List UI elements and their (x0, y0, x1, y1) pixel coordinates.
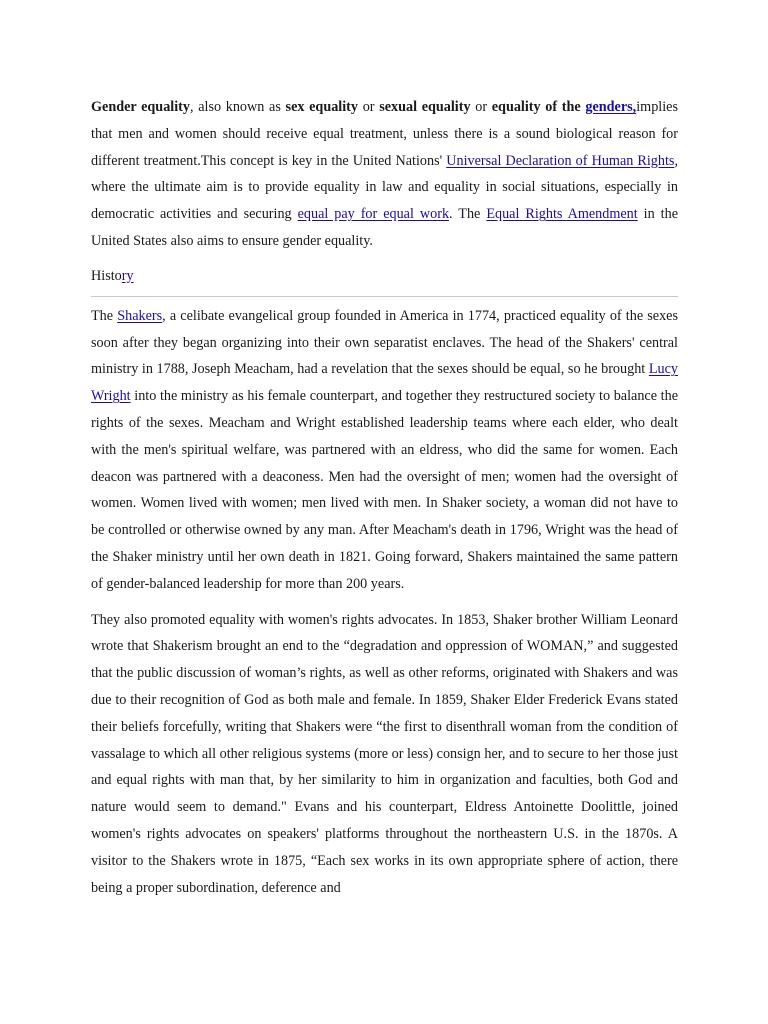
text-run: , also known as (190, 99, 286, 115)
section-heading-history (91, 263, 678, 290)
shakers-paragraph (91, 303, 678, 598)
article-body (91, 94, 678, 901)
link-equal-pay[interactable]: equal pay for equal work (297, 206, 450, 223)
text-run: implies that men and women should receive equal treatment, unless there is a sound biological reason for different treatment.This concept is key in the United Nations' (91, 99, 678, 169)
link-lucy-wright[interactable]: Lucy Wright (91, 361, 678, 405)
heading-text: Histo (91, 267, 122, 284)
link-equal-rights-amendment[interactable]: Equal Rights Amendment (486, 206, 638, 223)
term-sex-equality: sex equality (285, 99, 359, 115)
text-run: into the ministry as his female counterpart, and together they restructured society to balance the rights of the sexes. Meacham and Wright established leadership teams where each elder, who dealt with the men's spiritual welfare, was partnered with an eldress, who did the same for women. Each deacon was partnered with a deaconess. Men had the oversight of men; women had the oversight of women. Women lived with women; men lived with men. In Shaker society, a woman did not have to be controlled or otherwise owned by any man. After Meacham's death in 1796, Wright was the head of the Shaker ministry until her own death in 1821. Going forward, Shakers maintained the same pattern of gender-balanced leadership for more than 200 years. (91, 388, 678, 592)
rights-advocates-paragraph: They also promoted equality with women's rights advocates. In 1853, Shaker brother William Leonard wrote that Shakerism brought an end to the “degradation and oppression of WOMAN,” and suggested that the public discussion of woman’s rights, as well as other reforms, originated with Shakers and was due to their recognition of God as both male and female. In 1859, Shaker Elder Frederick Evans stated their beliefs forcefully, writing that Shakers were “the first to disenthrall woman from the condition of vassalage to which all other religious systems (more or less) consign her, and to secure to her those just and equal rights with man that, by her similarity to him in organization and faculties, both God and nature would seem to demand." Evans and his counterpart, Eldress Antoinette Doolittle, joined women's rights advocates on speakers' platforms throughout the northeastern U.S. in the 1870s. A visitor to the Shakers wrote in 1875, “Each sex works in its own appropriate sphere of action, there being a proper subordination, deference and (91, 611, 678, 896)
link-history-ry[interactable]: ry (121, 267, 134, 284)
text-run: in the United States also aims to ensure gender equality. (91, 206, 678, 249)
text-run: , where the ultimate aim is to provide equality in law and equality in social situations, especially in democratic activities and securing (91, 152, 678, 223)
text-run: . The (449, 206, 487, 223)
term-sexual-equality: sexual equality (379, 99, 471, 115)
link-genders[interactable]: genders, (585, 99, 637, 115)
text-run: , a celibate evangelical group founded in America in 1774, practiced equality of the sexes soon after they began organizing into their own separatist enclaves. The head of the Shakers' central ministry in 1788, Joseph Meacham, had a revelation that the sexes should be equal, so he brought (91, 307, 679, 378)
intro-paragraph (91, 94, 678, 255)
term-gender-equality: Gender equality (91, 99, 190, 115)
text-run: The (91, 307, 118, 324)
text-run: or (470, 99, 492, 115)
link-universal-declaration[interactable]: Universal Declaration of Human Rights (446, 152, 675, 169)
section-divider (91, 296, 678, 297)
term-equality-of-the: equality of the (491, 99, 586, 115)
text-run: or (358, 99, 380, 115)
link-shakers[interactable]: Shakers (117, 307, 163, 324)
